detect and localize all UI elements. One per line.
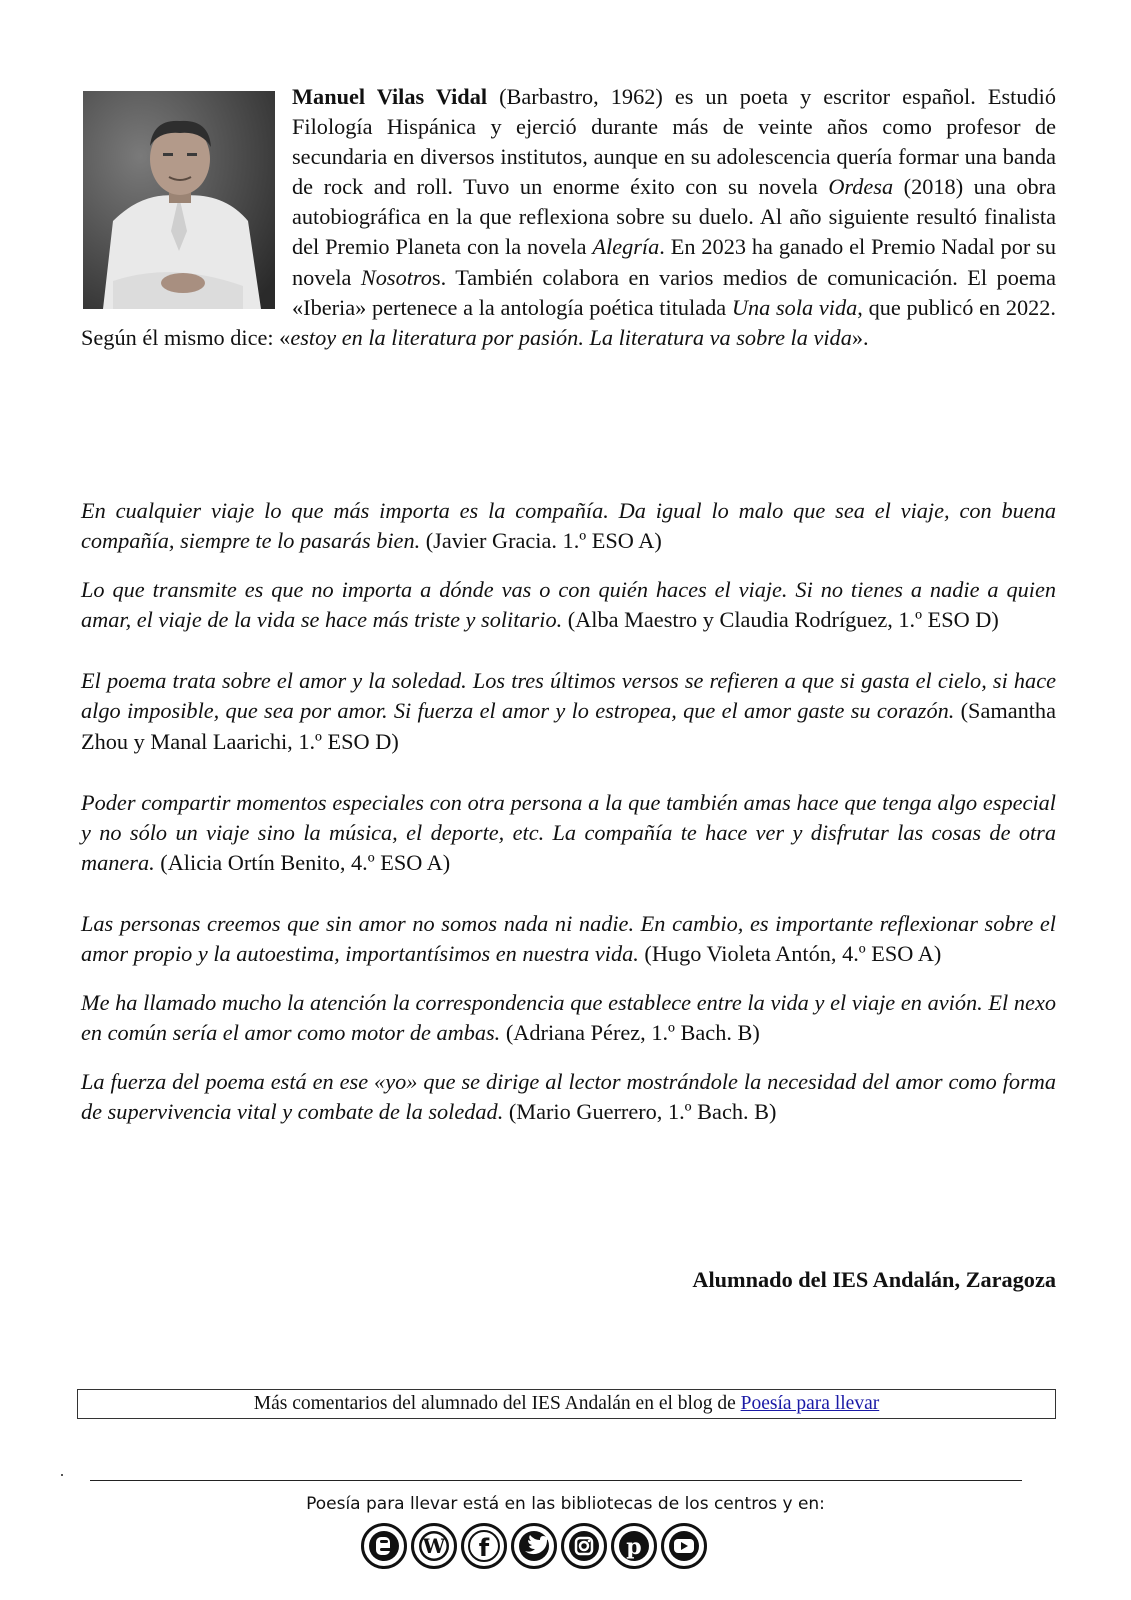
bio-text-2: (2018) una obra autobiográfica en la que reflexiona sobre su duelo. Al año siguiente resultó finalista del Premio Planeta con la novela [292,174,1056,260]
comment-text: Las personas creemos que sin amor no somos nada ni nadie. En cambio, es importante reflexionar sobre el amor propio y la autoestima, importantísimos en nuestra vida. [81,910,1056,967]
blog-link[interactable]: Poesía para llevar [740,1393,880,1414]
comment-author: (Hugo Violeta Antón, 4.º ESO A) [638,941,942,967]
book-title-nosotros: Nosotro [360,264,432,290]
pinterest-icon[interactable] [611,1523,657,1569]
author-photo [83,91,275,309]
comment [81,988,1056,1048]
comment [81,909,1056,969]
author-quote: estoy en la literatura por pasión. La literatura va sobre la vida [290,324,852,350]
social-icons [361,1523,707,1569]
comment-text: En cualquier viaje lo que más importa es la compañía. Da igual lo malo que sea el viaje, con buena compañía, siempre te lo pasarás bien. [81,498,1056,554]
svg-text:W: W [422,1534,446,1558]
comment-text: La fuerza del poema está en ese «yo» que se dirige al lector mostrándole la necesidad del amor como forma de supervivencia vital y combate de la soledad. [81,1069,1056,1125]
book-title-alegria: Alegría [592,234,660,260]
comment-author: (Alicia Ortín Benito, 4.º ESO A) [154,849,451,875]
comment-text: Poder compartir momentos especiales con otra persona a la que también amas hace que tenga algo especial y no sólo un viaje sino la música, el deporte, etc. La compañía te hace ver y disfrutar las cosas de otra manera. [81,789,1056,875]
bio-text-1: (Barbastro, 1962) es un poeta y escritor español. Estudió Filología Hispánica y ejerció durante más de veinte años como profesor de secundaria en diversos institutos, aunque en su adolescencia quería formar una banda de rock and roll. Tuvo un enorme éxito con su novela [292,84,1056,200]
author-name: Manuel Vilas Vidal [292,84,488,109]
twitter-icon[interactable] [511,1523,557,1569]
bio-text-6: ». [851,324,869,350]
bio-text-3: . En 2023 ha ganado el Premio Nadal por su novela [292,234,1056,290]
student-comments [81,496,1056,1128]
author-bio [81,82,1056,353]
footer-text: Poesía para llevar está en las bibliotecas de los centros y en: [306,1494,825,1514]
comment [81,666,1056,756]
comment [81,575,1056,635]
comment [81,1067,1056,1127]
blog-text: Más comentarios del alumnado del IES Andalán en el blog de [253,1393,741,1414]
comment-author: (Samantha Zhou y Manal Laarichi, 1.º ESO D) [81,698,1056,754]
book-title-ordesa: Ordesa [828,174,894,200]
comment-text: El poema trata sobre el amor y la soledad. Los tres últimos versos se refieren a que si gasta el cielo, si hace algo imposible, que sea por amor. Si fuerza el amor y lo estropea, que el amor gaste su corazón. [81,668,1056,724]
bio-text-4: s. También colabora en varios medios de comunicación. El poema «Iberia» pertenece a la antología poética titulada [292,264,1056,320]
blogger-icon[interactable] [361,1523,407,1569]
svg-text:p: p [626,1534,642,1560]
comment-text: Me ha llamado mucho la atención la correspondencia que establece entre la vida y el viaje en avión. El nexo en común sería el amor como motor de ambas. [81,990,1056,1046]
comment-author: (Adriana Pérez, 1.º Bach. B) [500,1020,760,1046]
signature: Alumnado del IES Andalán, Zaragoza [692,1267,1056,1292]
comment-author: (Javier Gracia. 1.º ESO A) [420,528,662,554]
comment [81,496,1056,556]
comment [81,788,1056,878]
stray-dot [61,1474,63,1476]
comment-author: (Mario Guerrero, 1.º Bach. B) [503,1099,777,1125]
wordpress-icon[interactable] [411,1523,457,1569]
svg-text:f: f [478,1534,490,1562]
bio-text-5: , que publicó en 2022. Según él mismo dice: « [81,294,1056,350]
book-title-una-sola-vida: Una sola vida [731,294,858,320]
comment-text: Lo que transmite es que no importa a dónde vas o con quién haces el viaje. Si no tienes a nadie a quien amar, el viaje de la vida se hace más triste y solitario. [81,577,1056,633]
footer-divider [90,1480,1022,1481]
facebook-icon[interactable] [461,1523,507,1569]
instagram-icon[interactable] [561,1523,607,1569]
youtube-icon[interactable] [661,1523,707,1569]
comment-author: (Alba Maestro y Claudia Rodríguez, 1.º ESO D) [562,607,999,633]
blog-box [77,1389,1056,1419]
